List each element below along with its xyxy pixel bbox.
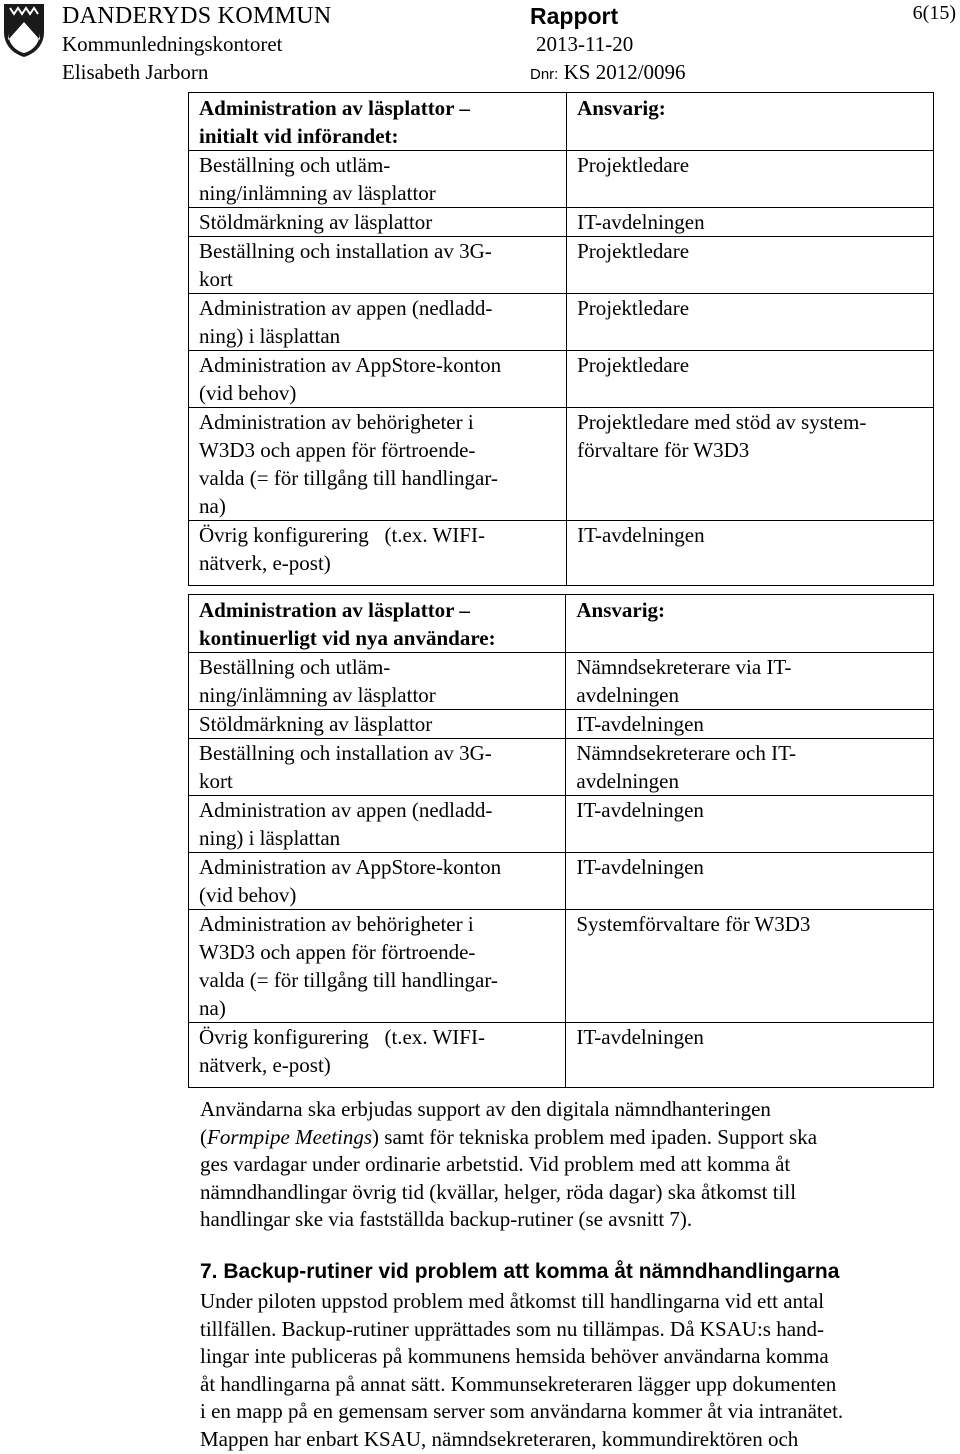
table-row: [189, 237, 934, 294]
task-cell: Administration av appen (nedladd- ning) i läsplattan: [189, 796, 566, 853]
task-cell: Stöldmärkning av läsplattor: [189, 208, 567, 237]
table-header-row: [189, 595, 934, 653]
paragraph-line: (Formpipe Meetings) samt för tekniska problem med ipaden. Support ska: [200, 1124, 818, 1149]
responsible-cell: Nämndsekreterare och IT- avdelningen: [566, 739, 934, 796]
responsibility-table-continuous: [188, 594, 934, 1088]
task-cell: Administration av AppStore-konton (vid behov): [189, 853, 566, 910]
table-row: [189, 910, 934, 1023]
task-cell: Beställning och installation av 3G- kort: [189, 237, 567, 294]
organization-name: DANDERYDS KOMMUN: [62, 3, 332, 29]
responsible-cell: Projektledare med stöd av system- förvaltare för W3D3: [567, 408, 934, 521]
responsible-cell: IT-avdelningen: [566, 1023, 934, 1088]
task-cell: Administration av AppStore-konton (vid behov): [189, 351, 567, 408]
responsible-cell: Systemförvaltare för W3D3: [566, 910, 934, 1023]
dnr-label: Dnr:: [530, 66, 559, 83]
document-date: 2013-11-20: [536, 32, 634, 56]
task-cell: Övrig konfigurering (t.ex. WIFI- nätverk, e-post): [189, 1023, 566, 1088]
paragraph-line: tillfällen. Backup-rutiner upprättades som nu tillämpas. Då KSAU:s hand-: [200, 1316, 825, 1341]
paragraph-line: nämndhandlingar övrig tid (kvällar, helger, röda dagar) ska åtkomst till: [200, 1179, 797, 1204]
paragraph-line: lingar inte publiceras på kommunens hemsida behöver användarna komma: [200, 1344, 829, 1369]
table-row: [189, 294, 934, 351]
product-name: Formpipe Meetings: [207, 1124, 373, 1149]
table-row: [189, 351, 934, 408]
responsible-cell: Projektledare: [567, 237, 934, 294]
table-row: [189, 408, 934, 521]
document-header: [0, 0, 960, 86]
task-cell: Beställning och installation av 3G- kort: [189, 739, 566, 796]
registration-number: [530, 58, 686, 89]
paragraph-line: Användarna ska erbjudas support av den digitala nämndhanteringen: [200, 1097, 771, 1121]
dnr-value: KS 2012/0096: [563, 60, 686, 84]
table-row: [189, 653, 934, 710]
responsible-cell: IT-avdelningen: [566, 796, 934, 853]
page-number: 6(15): [912, 2, 956, 24]
responsible-cell: IT-avdelningen: [567, 208, 934, 237]
department-name: Kommunledningskontoret: [62, 32, 283, 56]
responsible-cell: IT-avdelningen: [567, 521, 934, 586]
task-cell: Övrig konfigurering (t.ex. WIFI- nätverk, e-post): [189, 521, 567, 586]
support-paragraph: [200, 1096, 935, 1234]
backup-paragraph: [200, 1288, 935, 1454]
task-cell: Administration av behörigheter i W3D3 och appen för förtroende- valda (= för tillgång till handlingar- na): [189, 408, 567, 521]
table-row: [189, 1023, 934, 1088]
table-row: [189, 710, 934, 739]
table-row: [189, 853, 934, 910]
responsibility-table-initial: [188, 92, 934, 586]
responsible-cell: IT-avdelningen: [566, 710, 934, 739]
responsible-cell: Projektledare: [567, 151, 934, 208]
paragraph-line: Under piloten uppstod problem med åtkomst till handlingarna vid ett antal: [200, 1289, 825, 1313]
table-heading-responsible: Ansvarig:: [566, 595, 934, 653]
task-cell: Administration av behörigheter i W3D3 och appen för förtroende- valda (= för tillgång till handlingar- na): [189, 910, 566, 1023]
responsible-cell: Nämndsekreterare via IT- avdelningen: [566, 653, 934, 710]
task-cell: Stöldmärkning av läsplattor: [189, 710, 566, 739]
responsible-cell: Projektledare: [567, 294, 934, 351]
document-type: Rapport: [530, 3, 619, 29]
section-heading: 7. Backup-rutiner vid problem att komma åt nämndhandlingarna: [200, 1260, 840, 1283]
responsible-cell: IT-avdelningen: [566, 853, 934, 910]
table-header-row: [189, 93, 934, 151]
table-heading-task: Administration av läsplattor – initialt vid införandet:: [189, 93, 567, 151]
table-heading-responsible: Ansvarig:: [567, 93, 934, 151]
table-row: [189, 521, 934, 586]
table-row: [189, 739, 934, 796]
paragraph-line: Mappen har enbart KSAU, nämndsekreteraren, kommundirektören och: [200, 1426, 799, 1451]
task-cell: Administration av appen (nedladd- ning) i läsplattan: [189, 294, 567, 351]
paragraph-line: åt handlingarna på annat sätt. Kommunsekreteraren lägger upp dokumenten: [200, 1371, 837, 1396]
municipality-crest-icon: [2, 2, 46, 58]
table-heading-task: Administration av läsplattor – kontinuerligt vid nya användare:: [189, 595, 566, 653]
paragraph-line: ges vardagar under ordinarie arbetstid. Vid problem med att komma åt: [200, 1152, 791, 1177]
task-cell: Beställning och utläm- ning/inlämning av läsplattor: [189, 653, 566, 710]
table-row: [189, 151, 934, 208]
author-name: Elisabeth Jarborn: [62, 60, 209, 84]
paragraph-line: handlingar ske via fastställda backup-rutiner (se avsnitt 7).: [200, 1207, 693, 1232]
paragraph-line: i en mapp på en gemensam server som användarna kommer åt via intranätet.: [200, 1399, 844, 1424]
task-cell: Beställning och utläm- ning/inlämning av läsplattor: [189, 151, 567, 208]
table-row: [189, 208, 934, 237]
table-row: [189, 796, 934, 853]
responsible-cell: Projektledare: [567, 351, 934, 408]
